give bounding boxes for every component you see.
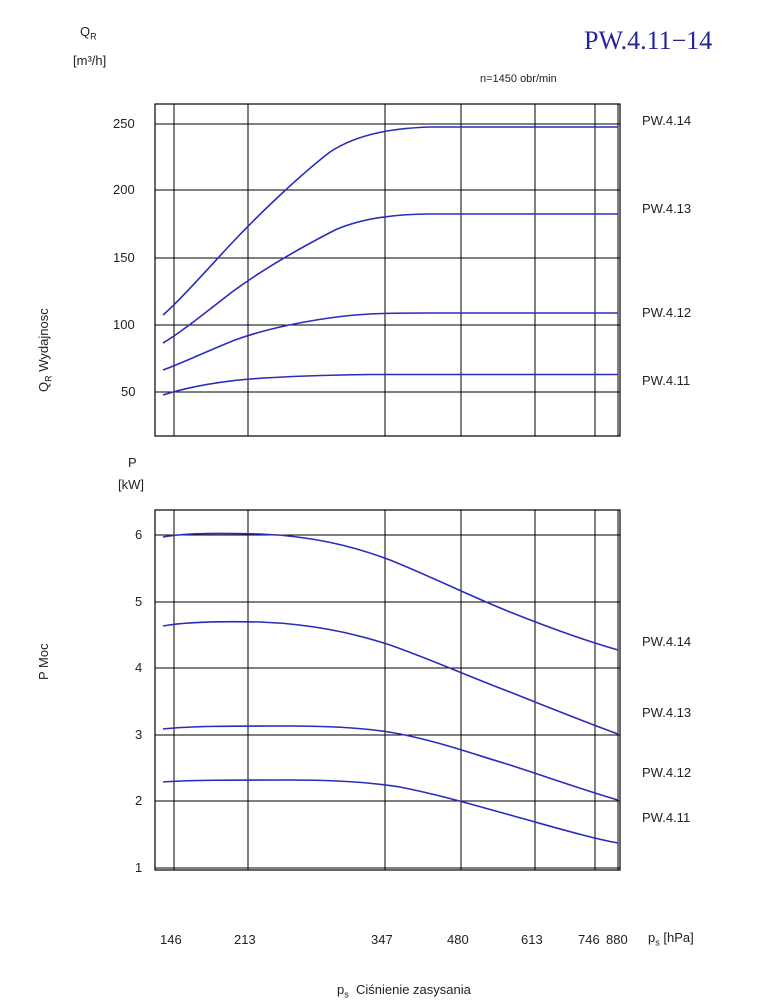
top-series-label-0: PW.4.14 bbox=[642, 113, 692, 128]
top-ytick-3: 100 bbox=[113, 317, 135, 332]
bottom-series-label-2: PW.4.12 bbox=[642, 765, 692, 780]
top-chart-vgrid bbox=[174, 104, 618, 436]
top-series-pw414 bbox=[163, 127, 618, 315]
bottom-chart bbox=[0, 470, 781, 900]
xtick-2: 347 bbox=[371, 932, 393, 947]
xtick-4: 613 bbox=[521, 932, 543, 947]
top-series-label-1: PW.4.13 bbox=[642, 201, 692, 216]
xtick-5: 746 bbox=[578, 932, 600, 947]
x-axis-label-sub: s bbox=[655, 937, 660, 948]
top-chart bbox=[0, 0, 781, 470]
bottom-ytick-2: 4 bbox=[135, 660, 143, 675]
top-ylabel-sub: R bbox=[43, 375, 54, 382]
x-axis-label-sym: p bbox=[648, 930, 656, 945]
bottom-ytick-5: 1 bbox=[135, 860, 143, 875]
bottom-ytick-1: 5 bbox=[135, 594, 143, 609]
bottom-chart-hgrid bbox=[155, 535, 620, 868]
xtick-6: 880 bbox=[606, 932, 628, 947]
xtick-3: 480 bbox=[447, 932, 469, 947]
top-series-pw412 bbox=[163, 313, 618, 370]
x-caption-sub: s bbox=[344, 989, 349, 1000]
bottom-axis-unit: [kW] bbox=[118, 477, 144, 492]
x-axis-label-unit: [hPa] bbox=[663, 930, 694, 945]
x-caption-sym: p bbox=[337, 982, 345, 997]
bottom-ytick-0: 6 bbox=[135, 527, 143, 542]
bottom-ytick-4: 2 bbox=[135, 793, 143, 808]
top-ytick-1: 200 bbox=[113, 182, 135, 197]
x-caption-text: Ciśnienie zasysania bbox=[355, 982, 471, 997]
bottom-series-label-3: PW.4.11 bbox=[642, 810, 691, 825]
bottom-axis-symbol: P bbox=[128, 455, 137, 470]
bottom-ytick-3: 3 bbox=[135, 727, 143, 742]
top-ytick-2: 150 bbox=[113, 250, 135, 265]
model-code: PW.4.11−14 bbox=[584, 26, 713, 55]
bottom-series-pw412 bbox=[163, 726, 618, 800]
top-axis-symbol-letter: Q bbox=[80, 24, 91, 39]
bottom-series-label-0: PW.4.14 bbox=[642, 634, 692, 649]
top-axis-symbol-sub: R bbox=[90, 31, 97, 42]
bottom-series-pw414 bbox=[163, 533, 618, 650]
xtick-1: 213 bbox=[234, 932, 256, 947]
top-ytick-0: 250 bbox=[113, 116, 135, 131]
bottom-series-label-1: PW.4.13 bbox=[642, 705, 692, 720]
top-axis-unit: [m³/h] bbox=[73, 53, 107, 68]
xtick-0: 146 bbox=[160, 932, 182, 947]
top-chart-hgrid bbox=[155, 124, 620, 392]
top-series-pw413 bbox=[163, 214, 618, 343]
x-axis-label bbox=[648, 930, 694, 948]
top-ylabel-sym: Q bbox=[36, 381, 51, 392]
bottom-series-pw411 bbox=[163, 780, 618, 843]
bottom-series-pw413 bbox=[163, 622, 618, 734]
top-ylabel-text: Wydajnosc bbox=[36, 308, 51, 372]
top-ytick-4: 50 bbox=[121, 384, 136, 399]
x-axis-caption bbox=[337, 982, 471, 1000]
top-series-label-2: PW.4.12 bbox=[642, 305, 692, 320]
speed-note: n=1450 obr/min bbox=[480, 73, 557, 85]
top-series-label-3: PW.4.11 bbox=[642, 373, 691, 388]
bottom-chart-vgrid bbox=[174, 510, 618, 870]
bottom-chart-ylabel: P Moc bbox=[36, 643, 51, 680]
